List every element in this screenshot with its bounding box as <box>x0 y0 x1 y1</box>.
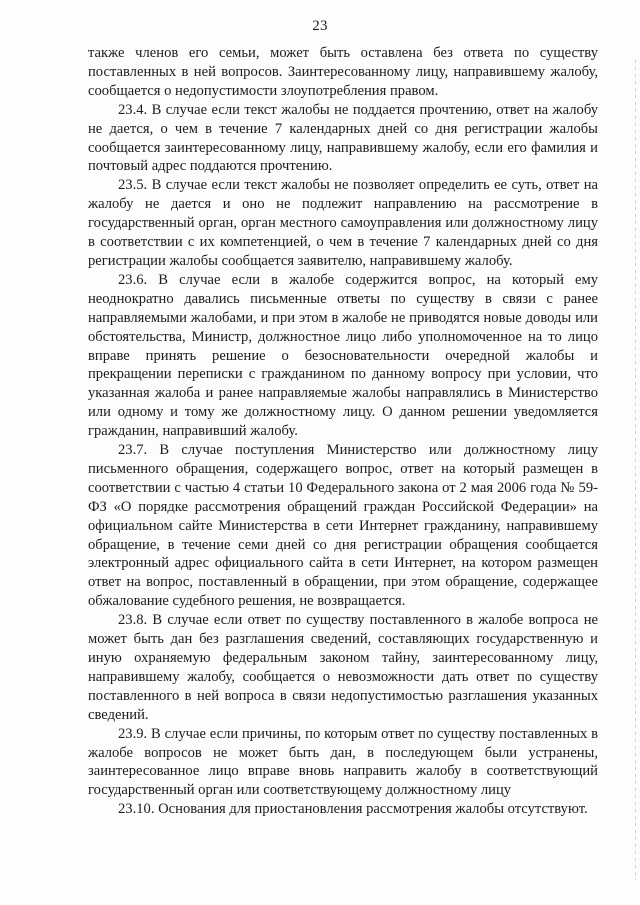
paragraph-23-6: 23.6. В случае если в жалобе содержится вопрос, на который ему неоднократно давались письменные ответы по существу в связи с ранее направляемыми жалобами, и при этом в жалобе не приводятся новые доводы или обстоятельства, Министр, должностное лицо либо уполномоченное на то лицо вправе принять решение о безосновательности очередной жалобы и прекращении переписки с гражданином по данному вопросу при условии, что указанная жалоба и ранее направляемые жалобы направлялись в Министерство или одному и тому же должностному лицу. О данном решении уведомляется гражданин, направивший жалобу. <box>88 271 598 440</box>
paragraph-23-7: 23.7. В случае поступления Министерство или должностному лицу письменного обращения, содержащего вопрос, ответ на который размещен в соответствии с частью 4 статьи 10 Федерального закона от 2 мая 2006 года № 59-ФЗ «О порядке рассмотрения обращений граждан Российской Федерации» на официальном сайте Министерства в сети Интернет гражданину, направившему обращение, в течение семи дней со дня регистрации обращения сообщается электронный адрес официального сайта в сети Интернет, на котором размещен ответ на вопрос, поставленный в обращении, при этом обращение, содержащее обжалование судебного решения, не возвращается. <box>88 442 598 610</box>
document-body <box>88 44 598 819</box>
paragraph-23-10: 23.10. Основания для приостановления рассмотрения жалобы отсутствуют. <box>118 801 588 818</box>
page-number: 23 <box>312 18 328 34</box>
paragraph-23-8: 23.8. В случае если ответ по существу поставленного в жалобе вопроса не может быть дан без разглашения сведений, составляющих государственную и иную охраняемую федеральным законом тайну, заинтересованному лицу, направившему жалобу, сообщается о невозможности дать ответ по существу поставленного в ней вопроса в связи недопустимостью разглашения указанных сведений. <box>88 612 598 723</box>
scan-edge-artifact <box>635 60 636 880</box>
paragraph-continuation: также членов его семьи, может быть оставлена без ответа по существу поставленных в ней вопросов. Заинтересованному лицу, направившему жалобу, сообщается о недопустимости злоупотребления правом. <box>88 45 598 99</box>
paragraph-23-9: 23.9. В случае если причины, по которым ответ по существу поставленных в жалобе вопросов не может быть дан, в последующем были устранены, заинтересованное лицо вправе вновь направить жалобу в соответствующий государственный орган или соответствующему должностному лицу <box>88 725 598 799</box>
paragraph-23-4: 23.4. В случае если текст жалобы не поддается прочтению, ответ на жалобу не дается, о чем в течение 7 календарных дней со дня регистрации жалобы сообщается заинтересованному лицу, направившему жалобу, если его фамилия и почтовый адрес поддаются прочтению. <box>88 101 598 175</box>
paragraph-23-5: 23.5. В случае если текст жалобы не позволяет определить ее суть, ответ на жалобу не дается и оно не подлежит направлению на рассмотрение в государственный орган, орган местного самоуправления или должностному лицу в соответствии с их компетенцией, о чем в течение 7 календарных дней со дня регистрации жалобы сообщается заявителю, направившему жалобу. <box>88 177 598 269</box>
